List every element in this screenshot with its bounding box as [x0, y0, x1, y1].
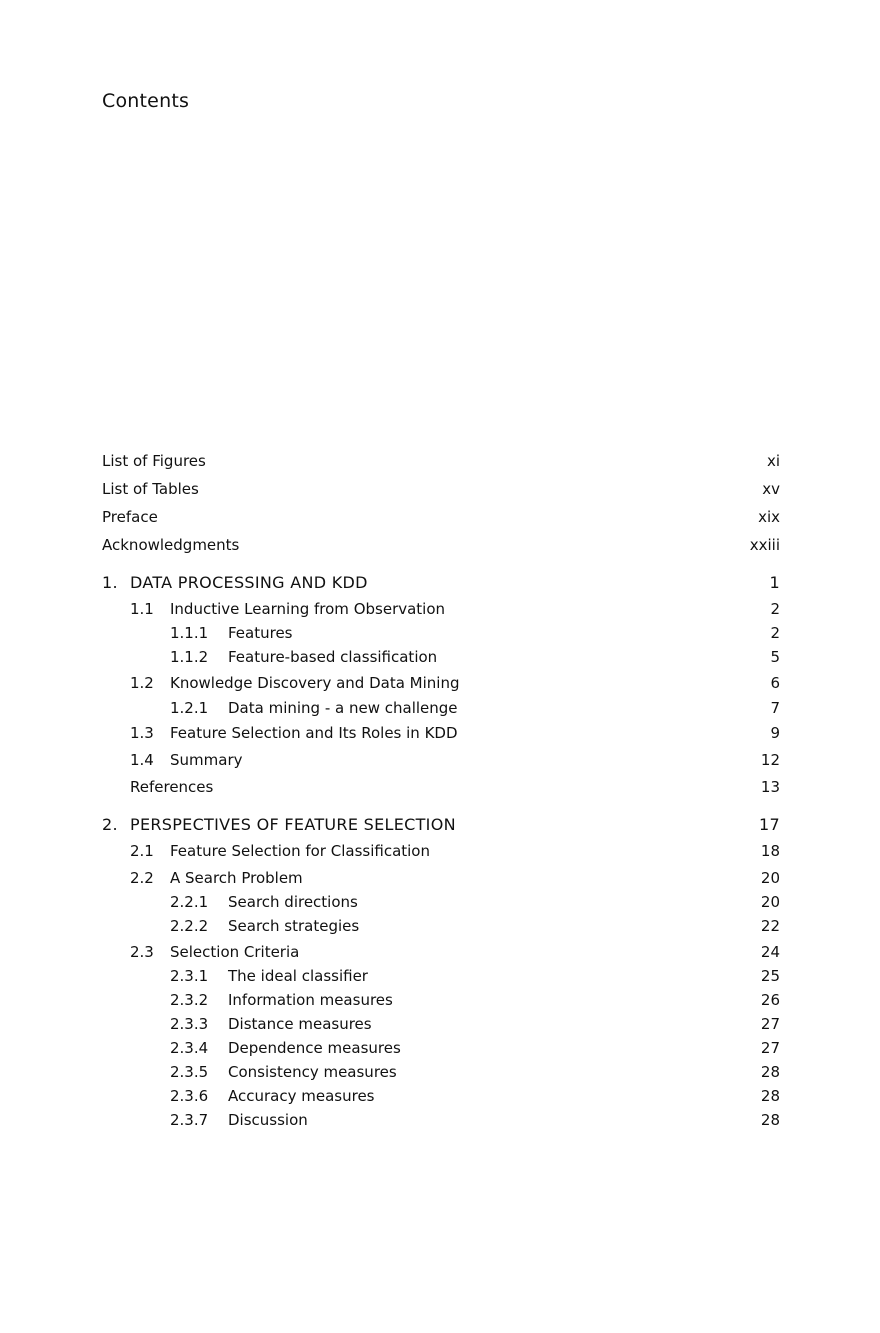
toc-chapter-entry	[0, 815, 880, 835]
entry-title: Information measures	[228, 991, 393, 1009]
entry-title: Data mining - a new challenge	[228, 699, 458, 717]
page-number: 18	[760, 842, 780, 860]
toc-section-entry	[0, 841, 880, 861]
entry-title: Inductive Learning from Observation	[170, 600, 446, 618]
entry-title: Search directions	[228, 893, 358, 911]
toc-front-matter-entry	[0, 535, 880, 555]
entry-title: List of Tables	[102, 480, 199, 498]
entry-number: 1.2	[130, 674, 154, 692]
entry-title: Features	[228, 624, 293, 642]
entry-number: 2.3.1	[170, 967, 209, 985]
toc-references-entry	[0, 777, 880, 797]
page-number: 22	[760, 917, 780, 935]
page-number: 27	[760, 1039, 780, 1057]
entry-number: 2.3.4	[170, 1039, 209, 1057]
entry-number: 2.1	[130, 842, 154, 860]
toc-front-matter-entry	[0, 507, 880, 527]
page-number: 27	[760, 1015, 780, 1033]
entry-number: 2.3.3	[170, 1015, 209, 1033]
entry-title: Dependence measures	[228, 1039, 401, 1057]
page-number: 5	[770, 648, 780, 666]
toc-subsection-entry	[0, 892, 880, 912]
page-number: xv	[762, 480, 780, 498]
toc-section-entry	[0, 599, 880, 619]
entry-number: 1.4	[130, 751, 154, 769]
entry-title: Search strategies	[228, 917, 360, 935]
page-number: 20	[760, 869, 780, 887]
entry-number: 2.3.2	[170, 991, 209, 1009]
page-number: 28	[760, 1087, 780, 1105]
toc-front-matter-entry	[0, 479, 880, 499]
entry-number: 1.1	[130, 600, 154, 618]
entry-number: 2.2	[130, 869, 154, 887]
entry-number: 2.2.2	[170, 917, 209, 935]
entry-title: Preface	[102, 508, 158, 526]
entry-title: References	[130, 778, 214, 796]
entry-title: Consistency measures	[228, 1063, 397, 1081]
page-number: 25	[760, 967, 780, 985]
entry-number: 1.1.2	[170, 648, 209, 666]
page-number: 9	[770, 724, 780, 742]
page-number: 28	[760, 1063, 780, 1081]
toc-subsection-entry	[0, 990, 880, 1010]
toc-front-matter-entry	[0, 451, 880, 471]
page-number: 26	[760, 991, 780, 1009]
toc-section-entry	[0, 942, 880, 962]
page-number: xxiii	[749, 536, 780, 554]
entry-title: List of Figures	[102, 452, 206, 470]
entry-title: Discussion	[228, 1111, 308, 1129]
page-number: 12	[760, 751, 780, 769]
entry-number: 2.3.7	[170, 1111, 209, 1129]
page-title: Contents	[102, 90, 190, 112]
toc-section-entry	[0, 750, 880, 770]
entry-title: Selection Criteria	[170, 943, 300, 961]
entry-title: Feature-based classification	[228, 648, 438, 666]
page-number: 7	[770, 699, 780, 717]
toc-subsection-entry	[0, 966, 880, 986]
page-number: xix	[758, 508, 780, 526]
entry-number: 2.	[102, 815, 118, 834]
entry-number: 1.	[102, 573, 118, 592]
page-number: 2	[770, 600, 780, 618]
entry-number: 1.3	[130, 724, 154, 742]
entry-title: Acknowledgments	[102, 536, 240, 554]
toc-subsection-entry	[0, 1014, 880, 1034]
entry-title: A Search Problem	[170, 869, 303, 887]
entry-title: Knowledge Discovery and Data Mining	[170, 674, 460, 692]
page-number: 6	[770, 674, 780, 692]
page-number: 13	[760, 778, 780, 796]
entry-title: Feature Selection for Classification	[170, 842, 430, 860]
page-number: 28	[760, 1111, 780, 1129]
page-number: 1	[769, 573, 780, 592]
entry-title: The ideal classifier	[228, 967, 368, 985]
toc-subsection-entry	[0, 916, 880, 936]
toc-subsection-entry	[0, 1062, 880, 1082]
entry-title: Summary	[170, 751, 243, 769]
toc-section-entry	[0, 868, 880, 888]
toc-section-entry	[0, 723, 880, 743]
toc-subsection-entry	[0, 1038, 880, 1058]
toc-subsection-entry	[0, 1110, 880, 1130]
entry-number: 1.2.1	[170, 699, 209, 717]
toc-subsection-entry	[0, 647, 880, 667]
toc-chapter-entry	[0, 573, 880, 593]
toc-subsection-entry	[0, 623, 880, 643]
toc-subsection-entry	[0, 698, 880, 718]
entry-title: DATA PROCESSING AND KDD	[130, 573, 368, 592]
page-number: 17	[759, 815, 780, 834]
page-number: 24	[760, 943, 780, 961]
entry-title: Feature Selection and Its Roles in KDD	[170, 724, 458, 742]
entry-number: 2.2.1	[170, 893, 209, 911]
entry-title: PERSPECTIVES OF FEATURE SELECTION	[130, 815, 456, 834]
page-number: 20	[760, 893, 780, 911]
entry-number: 1.1.1	[170, 624, 209, 642]
entry-title: Distance measures	[228, 1015, 372, 1033]
page-number: xi	[766, 452, 780, 470]
entry-title: Accuracy measures	[228, 1087, 375, 1105]
toc-section-entry	[0, 673, 880, 693]
entry-number: 2.3	[130, 943, 154, 961]
toc-subsection-entry	[0, 1086, 880, 1106]
entry-number: 2.3.6	[170, 1087, 209, 1105]
entry-number: 2.3.5	[170, 1063, 209, 1081]
page-number: 2	[770, 624, 780, 642]
